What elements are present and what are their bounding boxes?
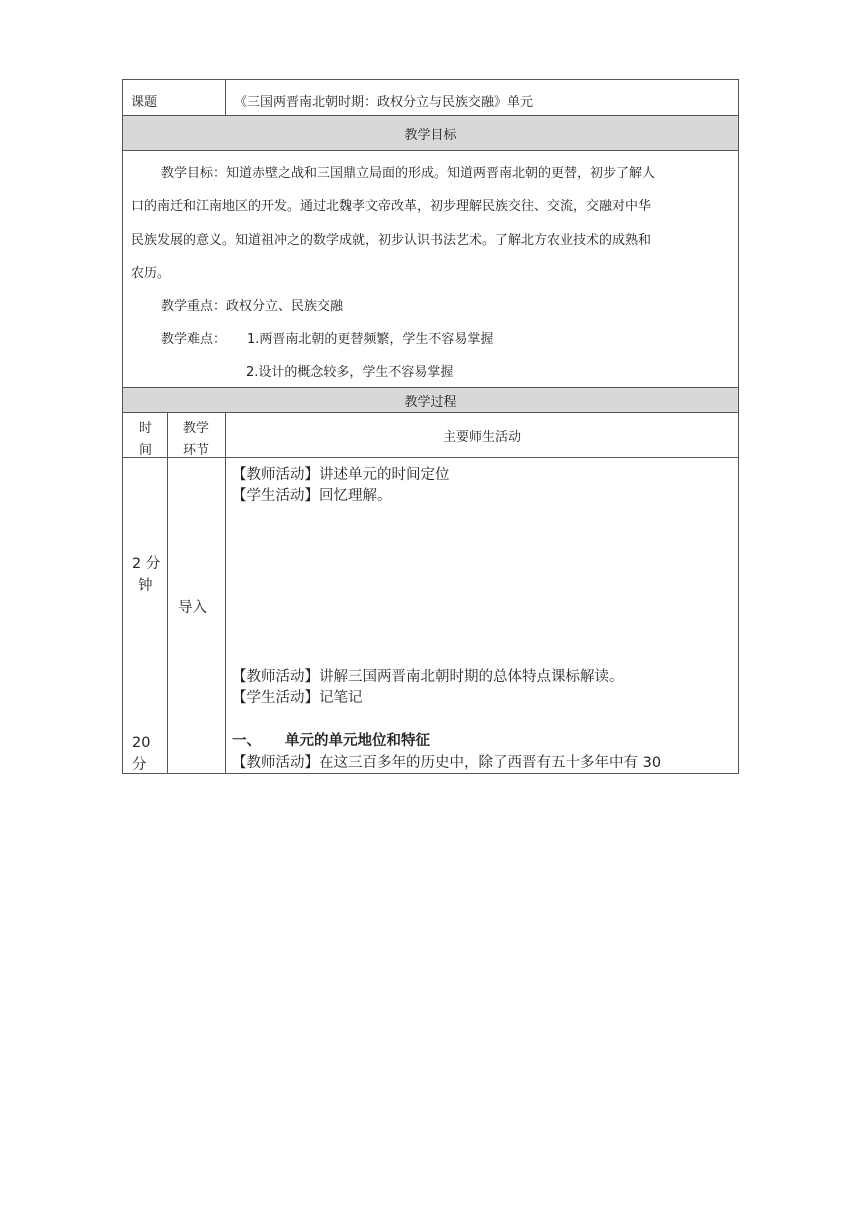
goal-line: 口的南迁和江南地区的开发。通过北魏孝文帝改革，初步理解民族交往、交流，交融对中华 (131, 199, 652, 214)
student-activity: 【学生活动】记笔记 (232, 690, 363, 706)
teacher-activity: 【教师活动】讲述单元的时间定位 (232, 467, 450, 483)
goal-line: 农历。 (131, 266, 171, 281)
time-header-char: 时 (139, 421, 153, 436)
time-cell-unit: 分 (132, 757, 147, 773)
teacher-activity: 【教师活动】讲解三国两晋南北朝时期的总体特点课标解读。 (232, 669, 624, 685)
stage-column-header (167, 412, 226, 458)
stage-intro: 导入 (178, 600, 207, 616)
activity-column-header (225, 412, 739, 458)
topic-label: 课题 (131, 95, 158, 110)
time-column-header (122, 412, 168, 458)
difficulty-item: 2.设计的概念较多，学生不容易掌握 (246, 365, 454, 380)
activity-header: 主要师生活动 (442, 429, 521, 445)
time-cell-intro: 2 分 (132, 556, 161, 572)
section-number: 一、 (232, 733, 261, 749)
lesson-plan-table (122, 79, 739, 774)
objectives-heading: 教学目标 (404, 127, 457, 143)
time-cell-intro: 钟 (138, 578, 153, 594)
time-cell-unit: 20 (132, 735, 151, 751)
teacher-activity: 【教师活动】在这三百多年的历史中，除了西晋有五十多年中有 30 (232, 755, 662, 771)
difficulty-label: 教学难点： (161, 332, 227, 347)
process-body (122, 457, 739, 774)
process-heading-cell (122, 387, 739, 413)
topic-value-cell (225, 79, 739, 116)
stage-header-line: 环节 (183, 443, 210, 458)
section-title: 单元的单元地位和特征 (285, 733, 430, 749)
topic-value: 《三国两晋南北朝时期：政权分立与民族交融》单元 (234, 95, 534, 110)
process-heading: 教学过程 (404, 394, 457, 410)
difficulty-item: 1.两晋南北朝的更替频繁，学生不容易掌握 (247, 332, 494, 347)
goal-line: 教学目标：知道赤壁之战和三国鼎立局面的形成。知道两晋南北朝的更替，初步了解人 (161, 166, 656, 181)
goal-line: 民族发展的意义。知道祖冲之的数学成就，初步认识书法艺术。了解北方农业技术的成熟和 (131, 233, 652, 248)
topic-label-cell (122, 79, 226, 116)
objectives-heading-cell (122, 115, 739, 151)
objectives-content (122, 150, 739, 388)
student-activity: 【学生活动】回忆理解。 (232, 488, 392, 504)
time-header-char: 间 (139, 443, 153, 458)
stage-header-line: 教学 (183, 421, 210, 436)
key-point: 教学重点：政权分立、民族交融 (161, 299, 344, 314)
